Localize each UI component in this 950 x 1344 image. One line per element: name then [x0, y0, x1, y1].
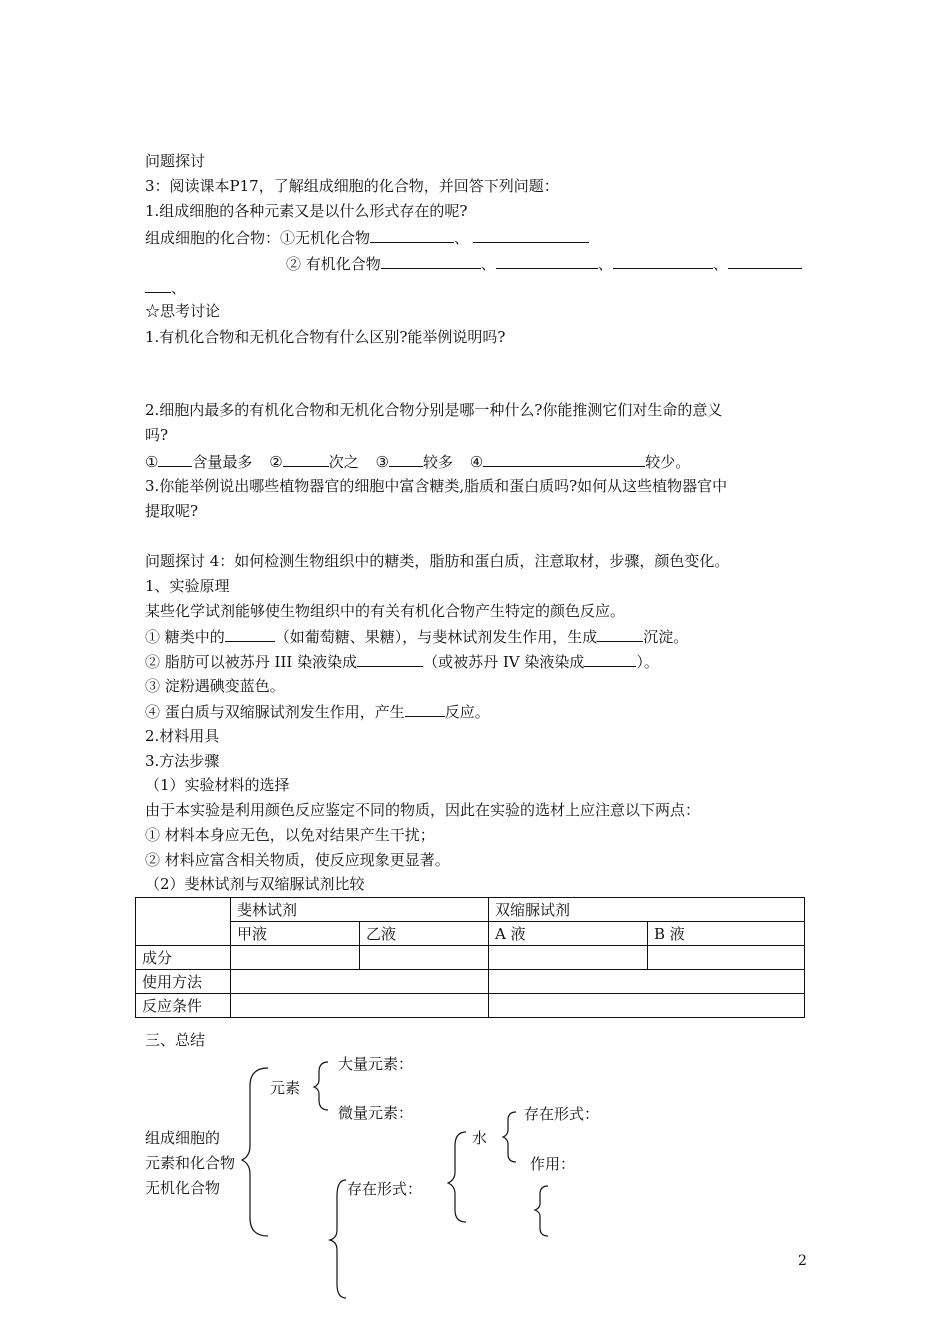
- summary-existence-form: 存在形式：: [347, 1180, 423, 1198]
- principle-heading: 1、实验原理: [145, 577, 230, 595]
- separator: 、: [712, 255, 728, 273]
- circled-3: ③: [375, 453, 389, 471]
- fill-text-3: 较多: [422, 453, 453, 471]
- reaction-sugar-b: （如葡萄糖、果糖），与斐林试剂发生作用，生成: [274, 628, 598, 646]
- reaction-fat-a: ② 脂肪可以被苏丹 III 染液染成: [145, 653, 358, 671]
- summary-water: 水: [472, 1129, 488, 1147]
- summary-elements: 元素: [270, 1079, 301, 1097]
- row-label-usage: 使用方法: [136, 970, 231, 994]
- reaction-fat-c: ）。: [636, 653, 659, 671]
- reaction-protein-b: 反应。: [444, 703, 490, 721]
- header-fehling: 斐林试剂: [231, 898, 489, 922]
- bracket-root: [242, 1068, 268, 1236]
- material-selection-intro: 由于本实验是利用颜色反应鉴定不同的物质，因此在实验的选材上应注意以下两点：: [145, 801, 701, 819]
- reaction-fat-b: （或被苏丹 IV 染液染成: [423, 653, 585, 671]
- comparison-heading: （2）斐林试剂与双缩脲试剂比较: [145, 875, 365, 893]
- separator: 、: [597, 255, 613, 273]
- q4-title: 问题探讨 4：如何检测生物组织中的糖类，脂肪和蛋白质，注意取材，步骤，颜色变化。: [145, 552, 730, 570]
- reaction-starch: ③ 淀粉遇碘变蓝色。: [145, 677, 285, 695]
- section-title: 问题探讨: [145, 152, 206, 170]
- circled-1: ①: [145, 453, 159, 471]
- material-selection-heading: （1）实验材料的选择: [145, 776, 290, 794]
- subheader-b-solution: 乙液: [360, 922, 489, 946]
- inorganic-label: ①无机化合物: [280, 229, 371, 247]
- q3-intro: 3：阅读课本P17，了解组成细胞的化合物，并回答下列问题：: [145, 177, 559, 195]
- compounds-label: 组成细胞的化合物：: [145, 229, 281, 247]
- reaction-protein-a: ④ 蛋白质与双缩脲试剂发生作用，产生: [145, 703, 405, 721]
- separator: 、: [171, 279, 187, 297]
- page-number: 2: [798, 1253, 807, 1269]
- circled-4: ④: [469, 453, 484, 471]
- method-heading: 3.方法步骤: [145, 752, 220, 770]
- summary-title: 三、总结: [145, 1031, 206, 1049]
- row-label-composition: 成分: [136, 946, 231, 970]
- discussion-q2-line2: 吗?: [145, 426, 169, 444]
- summary-macro-elements: 大量元素：: [338, 1055, 414, 1073]
- summary-root-line1: 组成细胞的: [145, 1129, 221, 1147]
- summary-micro-elements: 微量元素：: [338, 1104, 414, 1122]
- subheader-a-solution: 甲液: [231, 922, 360, 946]
- row-label-condition: 反应条件: [136, 994, 231, 1018]
- bracket-water: [503, 1112, 516, 1162]
- materials-heading: 2.材料用具: [145, 727, 220, 745]
- discussion-q3-line1: 3.你能举例说出哪些植物器官的细胞中富含糖类,脂质和蛋白质吗?如何从这些植物器官中: [145, 477, 728, 495]
- separator: 、: [480, 255, 496, 273]
- bracket-elements: [314, 1062, 328, 1110]
- material-point-1: ① 材料本身应无色，以免对结果产生干扰；: [145, 826, 435, 844]
- bracket-water-role: [535, 1186, 548, 1236]
- summary-water-role: 作用：: [530, 1155, 576, 1173]
- reaction-sugar-a: ① 糖类中的: [145, 628, 225, 646]
- discussion-q2-line1: 2.细胞内最多的有机化合物和无机化合物分别是哪一种什么?你能推测它们对生命的意义: [145, 401, 723, 419]
- bracket-inorganic: [448, 1132, 466, 1222]
- summary-root-line2: 元素和化合物: [145, 1154, 236, 1172]
- header-biuret: 双缩脲试剂: [489, 898, 805, 922]
- summary-root-line3: 无机化合物: [145, 1179, 221, 1197]
- reaction-sugar-c: 沉淀。: [643, 628, 689, 646]
- bracket-existence: [330, 1180, 346, 1298]
- summary-water-form: 存在形式：: [524, 1105, 600, 1123]
- q3-question-1: 1.组成细胞的各种元素又是以什么形式存在的呢?: [145, 202, 468, 220]
- organic-label: ② 有机化合物: [286, 255, 381, 273]
- discussion-title: ☆思考讨论: [145, 302, 221, 320]
- circled-2: ②: [269, 453, 283, 471]
- fill-text-4: 较少。: [645, 453, 691, 471]
- discussion-q3-line2: 提取呢?: [145, 502, 199, 520]
- discussion-q1: 1.有机化合物和无机化合物有什么区别?能举例说明吗?: [145, 328, 506, 346]
- subheader-biuret-b: B 液: [648, 922, 805, 946]
- fill-text-1: 含量最多: [192, 453, 253, 471]
- material-point-2: ② 材料应富含相关物质，使反应现象更显著。: [145, 851, 450, 869]
- subheader-biuret-a: A 液: [489, 922, 648, 946]
- principle-intro: 某些化学试剂能够使生物组织中的有关有机化合物产生特定的颜色反应。: [145, 602, 626, 620]
- separator: 、: [454, 229, 470, 247]
- fill-text-2: 次之: [328, 453, 359, 471]
